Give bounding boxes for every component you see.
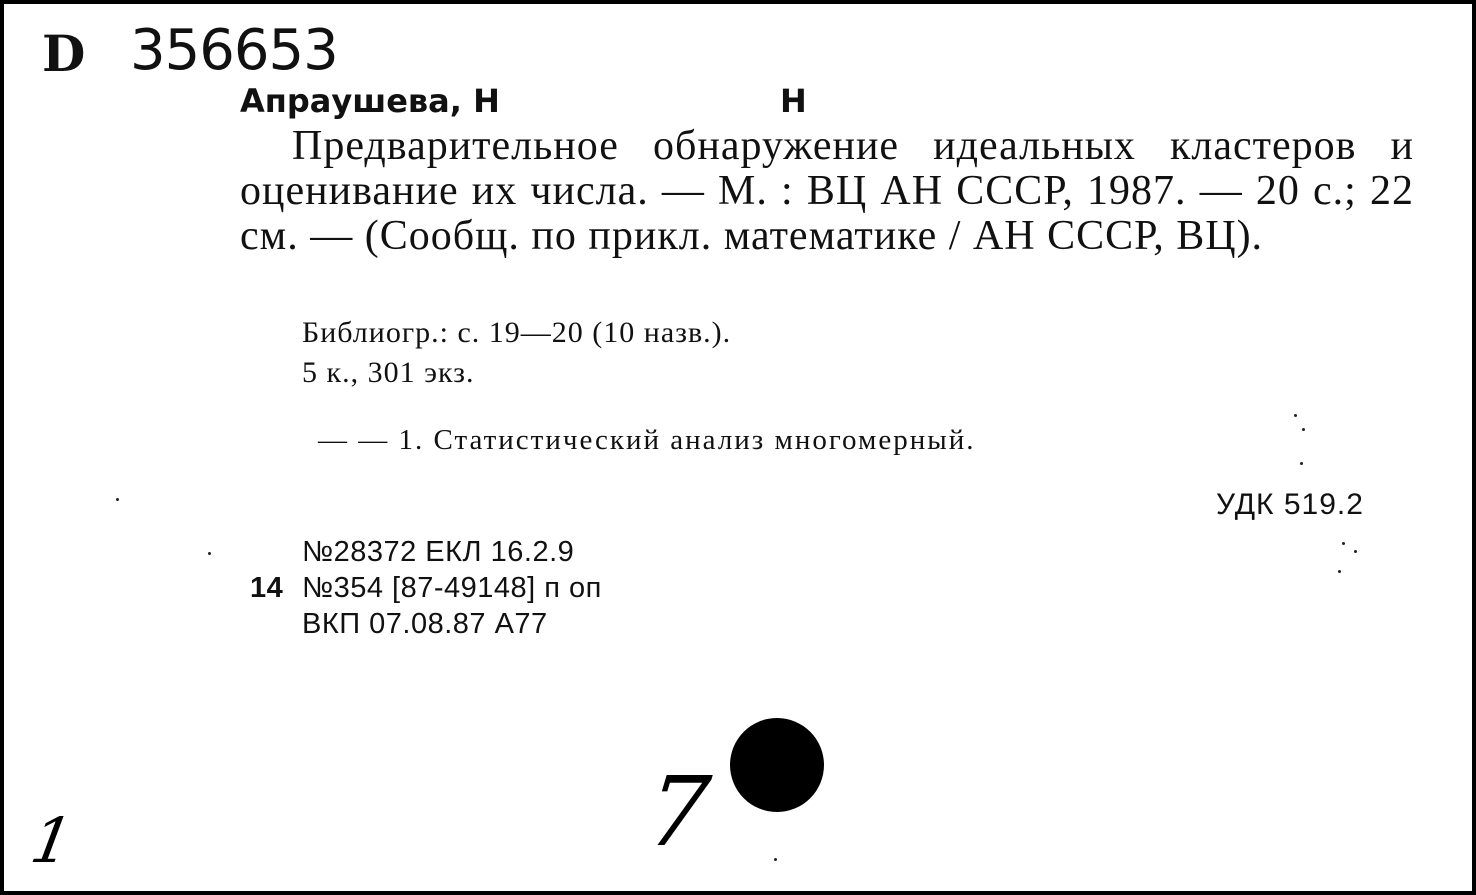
accession-line-2: №354 [87-49148] п оп — [302, 572, 602, 604]
scan-speck — [1338, 570, 1341, 573]
scan-speck — [208, 552, 211, 555]
accession-line-1: №28372 ЕКЛ 16.2.9 — [302, 536, 575, 568]
title-statement: Предварительное обнаружение идеальных кластеров и оценивание их числа. — М. : ВЦ АН СССР, 1987. — 20 с.; 22 см. — (Сообщ. по прикл. математике / АН СССР, ВЦ). — [240, 123, 1414, 259]
subject-heading: — — 1. Статистический анализ многомерный. — [318, 424, 976, 456]
scan-speck — [116, 498, 119, 501]
author-initial: Н — [780, 82, 807, 120]
price-copies-note: 5 к., 301 экз. — [302, 356, 475, 389]
call-letter: D — [42, 24, 86, 83]
accession-line-3: ВКП 07.08.87 А77 — [302, 608, 548, 640]
scan-speck — [1342, 542, 1345, 545]
author-name: Апраушева, Н — [240, 82, 500, 120]
handwritten-number-seven: 7 — [642, 756, 715, 868]
scan-speck — [1300, 462, 1303, 465]
udc-classification: УДК 519.2 — [1216, 488, 1364, 521]
accession-count: 14 — [250, 572, 284, 604]
bibliography-note: Библиогр.: с. 19—20 (10 назв.). — [302, 316, 732, 349]
call-number: 356653 — [130, 18, 338, 83]
handwritten-number-one: 1 — [25, 804, 78, 877]
scan-speck — [1302, 428, 1305, 431]
scan-speck — [1294, 414, 1297, 417]
scan-speck — [1354, 550, 1357, 553]
scan-speck — [774, 858, 777, 861]
punched-hole-dot — [730, 718, 824, 812]
